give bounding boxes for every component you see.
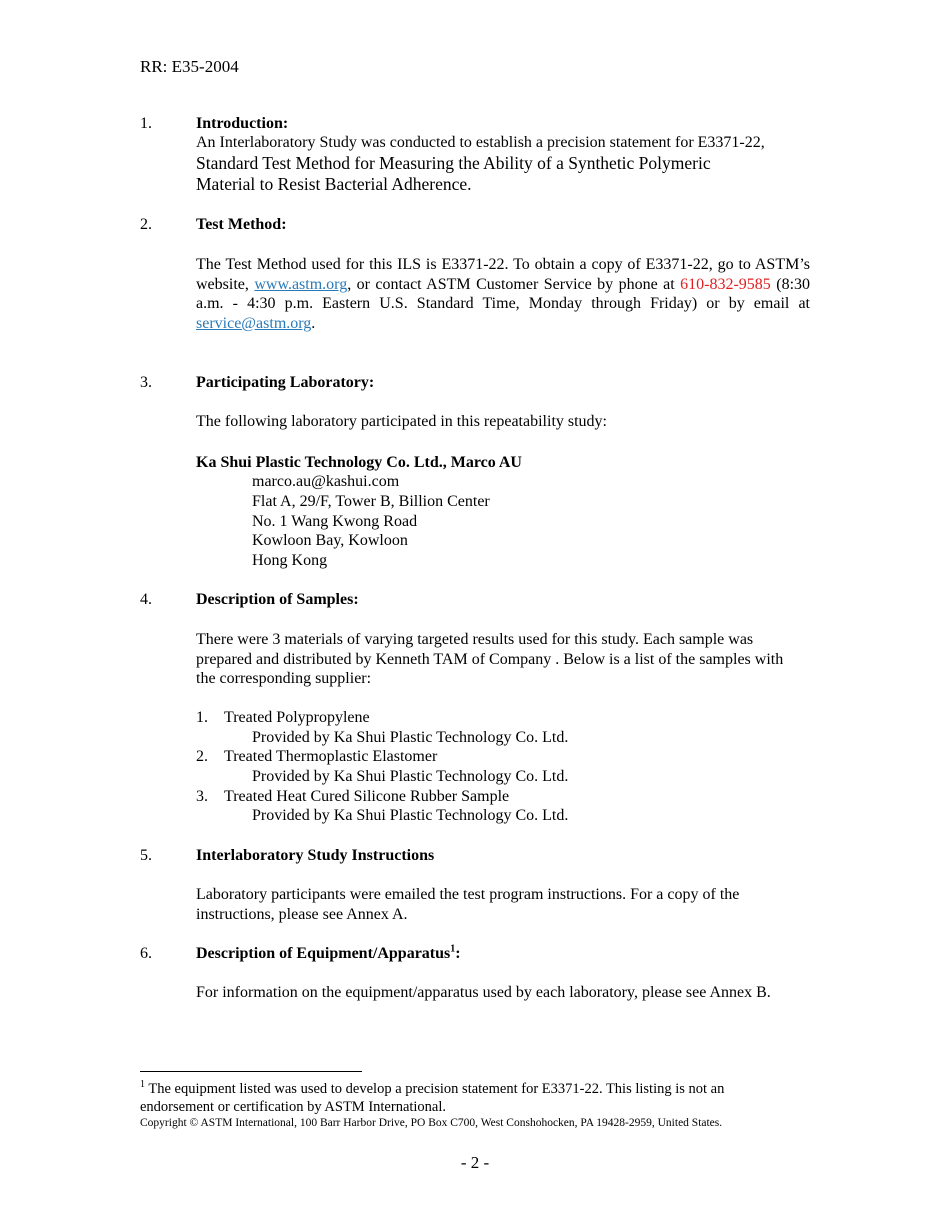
heading-colon: : xyxy=(455,945,461,962)
section-2-heading: Test Method: xyxy=(196,216,287,233)
section-3-heading: Participating Laboratory: xyxy=(196,374,375,391)
text-segment: (8:30 a.m. - 4:30 p.m. Eastern U.S. Standard Time, Monday through Friday) or by email at xyxy=(196,275,811,313)
footnote-marker: 1 xyxy=(140,1079,145,1091)
sample-3-supplier: Provided by Ka Shui Plastic Technology Co. Ltd. xyxy=(252,807,569,824)
section-6-heading xyxy=(196,944,810,964)
sample-1-name: Treated Polypropylene xyxy=(224,709,370,726)
text-segment: , or contact ASTM Customer Service by phone at xyxy=(347,275,681,293)
lab-address-line-4: Hong Kong xyxy=(252,552,328,569)
lab-address-line-1: Flat A, 29/F, Tower B, Billion Center xyxy=(252,493,490,510)
section-3-number: 3. xyxy=(140,374,152,391)
section-4-heading: Description of Samples: xyxy=(196,591,359,608)
footnote-text: The equipment listed was used to develop a precision statement for E3371-22. This listing is not an endorsement or certification by ASTM International. xyxy=(140,1081,725,1115)
service-email-link[interactable]: service@astm.org xyxy=(196,314,312,332)
sample-2-number: 2. xyxy=(196,748,208,765)
lab-address-line-3: Kowloon Bay, Kowloon xyxy=(252,532,408,549)
section-3-intro: The following laboratory participated in this repeatability study: xyxy=(196,413,607,430)
sample-1-number: 1. xyxy=(196,709,208,726)
section-1-line-3: Material to Resist Bacterial Adherence. xyxy=(196,174,472,194)
footnote-reference[interactable]: 1 xyxy=(450,943,456,955)
sample-2-supplier: Provided by Ka Shui Plastic Technology Co. Ltd. xyxy=(252,768,569,785)
text-segment: The Test Method used for this ILS is E3371-22. To obtain a copy of E3371-22, go to ASTM’s website, xyxy=(196,256,810,293)
section-4-number: 4. xyxy=(140,591,152,608)
astm-website-link[interactable]: www.astm.org xyxy=(254,275,348,293)
section-4-paragraph: There were 3 materials of varying targeted results used for this study. Each sample was prepared and distributed by Kenneth TAM of Company . Below is a list of the samples with the corresponding supplier: xyxy=(196,631,784,688)
section-5-paragraph: Laboratory participants were emailed the test program instructions. For a copy of the instructions, please see Annex A. xyxy=(196,886,740,923)
section-1-line-2: Standard Test Method for Measuring the Ability of a Synthetic Polymeric xyxy=(196,153,711,173)
section-1-line-1: An Interlaboratory Study was conducted to establish a precision statement for E3371-22, xyxy=(196,134,765,151)
document-header: RR: E35-2004 xyxy=(140,57,239,76)
lab-email: marco.au@kashui.com xyxy=(252,473,400,490)
phone-number: 610-832-9585 xyxy=(680,275,771,293)
section-6-heading-text: Description of Equipment/Apparatus xyxy=(196,945,451,962)
section-6-number: 6. xyxy=(140,945,152,962)
lab-name: Ka Shui Plastic Technology Co. Ltd., Marco AU xyxy=(196,454,522,471)
section-1-number: 1. xyxy=(140,115,152,132)
sample-3-number: 3. xyxy=(196,788,208,805)
sample-2-name: Treated Thermoplastic Elastomer xyxy=(224,748,438,765)
footnote xyxy=(140,1081,800,1116)
section-5-number: 5. xyxy=(140,847,152,864)
sample-3-name: Treated Heat Cured Silicone Rubber Sample xyxy=(224,788,510,805)
section-1-heading: Introduction: xyxy=(196,115,289,132)
sample-1-supplier: Provided by Ka Shui Plastic Technology Co. Ltd. xyxy=(252,729,569,746)
section-2-paragraph xyxy=(196,255,810,333)
lab-address-line-2: No. 1 Wang Kwong Road xyxy=(252,513,418,530)
section-6-paragraph: For information on the equipment/apparatus used by each laboratory, please see Annex B. xyxy=(196,984,771,1001)
footnote-separator xyxy=(140,1071,362,1072)
page-number: - 2 - xyxy=(460,1153,490,1172)
text-segment: . xyxy=(311,314,316,332)
section-5-heading: Interlaboratory Study Instructions xyxy=(196,847,435,864)
copyright-notice: Copyright © ASTM International, 100 Barr Harbor Drive, PO Box C700, West Conshohocken, PA 19428-2959, United States. xyxy=(140,1117,723,1129)
section-2-number: 2. xyxy=(140,216,152,233)
